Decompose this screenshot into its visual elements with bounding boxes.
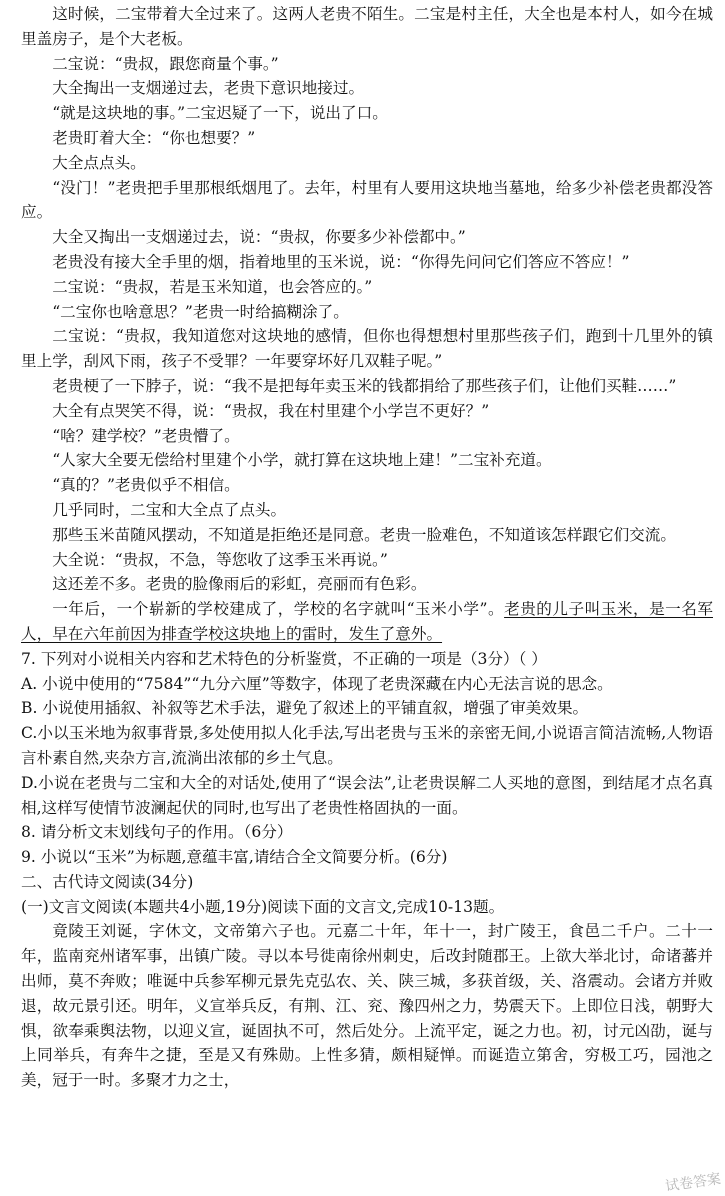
story-ending [21,597,713,647]
story-paragraph: “没门！”老贵把手里那根纸烟甩了。去年，村里有人要用这块地当墓地，给多少补偿老贵都没答应。 [21,178,713,222]
question-7-option-c: C.小以玉米地为叙事背景,多处使用拟人化手法,写出老贵与玉米的亲密无间,小说语言简洁流畅,人物语言朴素自然,夹杂方言,流淌出浓郁的乡土气息。 [21,724,713,767]
story-text [21,2,713,597]
story-paragraph: “人家大全要无偿给村里建个小学，就打算在这块地上建！”二宝补充道。 [52,451,552,470]
story-paragraph: 大全说：“贵叔，不急，等您收了这季玉米再说。” [52,550,388,569]
story-paragraph: “啥？建学校？”老贵懵了。 [52,426,240,445]
story-paragraph: 大全有点哭笑不得，说：“贵叔，我在村里建个小学岂不更好？” [52,401,490,420]
subsection-heading: (一)文言文阅读(本题共4小题,19分)阅读下面的文言文,完成10-13题。 [21,897,505,916]
story-paragraph: 这还差不多。老贵的脸像雨后的彩虹，亮丽而有色彩。 [52,575,427,594]
question-9: 9. 小说以“玉米”为标题,意蕴丰富,请结合全文简要分析。(6分) [21,848,448,867]
story-paragraph: 大全掏出一支烟递过去，老贵下意识地接过。 [52,79,365,98]
story-paragraph: 大全点点头。 [52,153,146,172]
story-paragraph: 大全又掏出一支烟递过去，说：“贵叔，你要多少补偿都中。” [52,228,466,247]
ending-plain: 一年后，一个崭新的学校建成了，学校的名字就叫“玉米小学”。 [52,600,505,619]
story-paragraph: “二宝你也啥意思？”老贵一时给搞糊涂了。 [52,302,349,321]
story-paragraph: 二宝说：“贵叔，跟您商量个事。” [52,54,279,73]
story-paragraph: “就是这块地的事。”二宝迟疑了一下，说出了口。 [52,104,388,123]
question-8: 8. 请分析文末划线句子的作用。（6分） [21,823,293,842]
question-7-option-d: D.小说在老贵与二宝和大全的对话处,使用了“误会法”,让老贵误解二人买地的意图，到结尾才点名真相,这样写使情节波澜起伏的同时,也写出了老贵性格固执的一面。 [21,773,713,817]
classical-passage: 竟陵王刘诞，字休文，文帝第六子也。元嘉二十年，年十一，封广陵王，食邑二千户。二十一年，监南兖州诸军事，出镇广陵。寻以本号徙南徐州刺史，后改封随郡王。上欲大举北讨，命诸蕃并出师，莫不奔败；唯诞中兵参军柳元景先克弘农、关、陕三城，多获首级，关、洛震动。会诸方并败退，故元景引还。明年，义宣举兵反，有荆、江、兖、豫四州之力，势震天下。上即位日浅，朝野大惧，欲奉乘舆法物，以迎义宣，诞固执不可，然后处分。上流平定，诞之力也。初，讨元凶劭，诞与上同举兵，有奔牛之捷，至是又有殊勋。上性多猜，颇相疑惮。而诞造立第舍，穷极工巧，园池之美，冠于一时。多聚才力之士， [21,922,713,1090]
section-heading: 二、古代诗文阅读(34分) [21,872,194,891]
story-paragraph: 二宝说：“贵叔，若是玉米知道，也会答应的。” [52,277,373,296]
story-paragraph: 老贵梗了一下脖子，说：“我不是把每年卖玉米的钱都捐给了那些孩子们，让他们买鞋……” [52,376,677,395]
story-paragraph: 二宝说：“贵叔，我知道您对这块地的感情，但你也得想想村里那些孩子们，跑到十几里外的镇里上学，刮风下雨，孩子不受罪？一年要穿坏好几双鞋子呢。” [21,327,713,371]
underlined-sentence: 老贵的儿子叫玉米，是一名军人，早在六年前因为排查学校这块地上的雷时，发生了意外。 [21,600,713,643]
story-paragraph: 几乎同时，二宝和大全点了点头。 [52,500,287,519]
watermark: 试卷答案 [664,1171,722,1195]
story-paragraph: “真的？”老贵似乎不相信。 [52,476,240,495]
story-paragraph: 那些玉米苗随风摆动，不知道是拒绝还是同意。老贵一脸难色，不知道该怎样跟它们交流。 [52,525,676,544]
story-paragraph: 老贵没有接大全手里的烟，指着地里的玉米说，说：“你得先问问它们答应不答应！” [52,252,630,271]
question-7: 7. 下列对小说相关内容和艺术特色的分析鉴赏，不正确的一项是（3分）（ ） [21,649,547,668]
question-7-option-a: A. 小说中使用的“7584”“九分六厘”等数字，体现了老贵深藏在内心无法言说的思念。 [21,674,613,693]
question-7-option-b: B. 小说使用插叙、补叙等艺术手法，避免了叙述上的平铺直叙，增强了审美效果。 [21,699,589,718]
story-paragraph: 老贵盯着大全：“你也想要？” [52,128,256,147]
story-paragraph: 这时候，二宝带着大全过来了。这两人老贵不陌生。二宝是村主任，大全也是本村人，如今在城里盖房子，是个大老板。 [21,5,713,48]
